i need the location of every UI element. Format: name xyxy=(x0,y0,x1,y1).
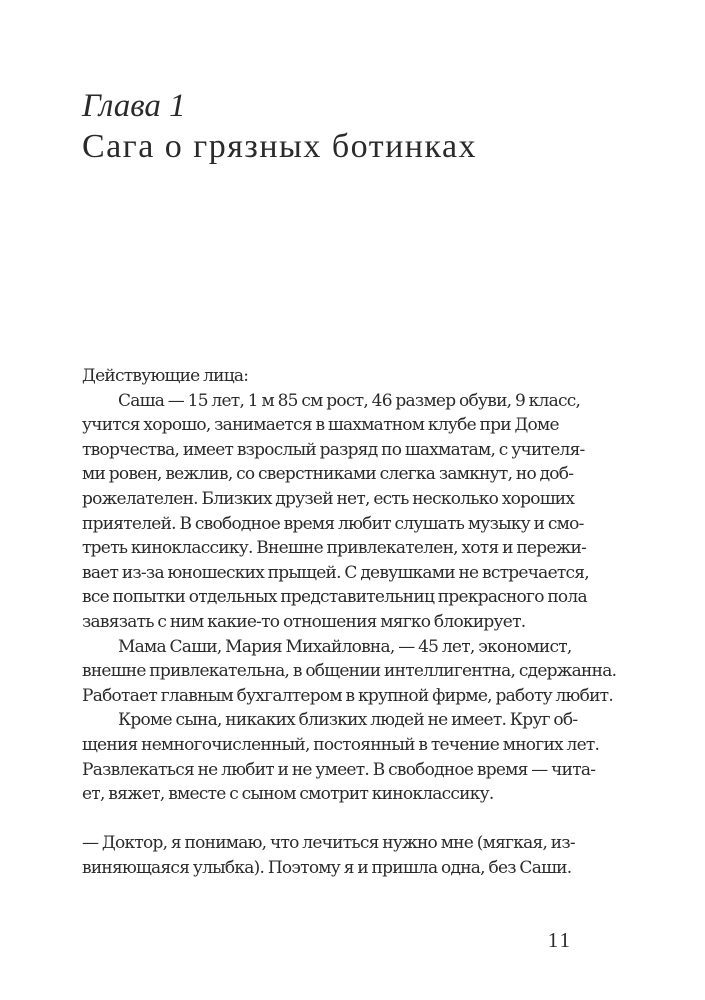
text-line: приятелей. В свободное время любит слушать музыку и смо- xyxy=(82,513,584,534)
text-line: Саша — 15 лет, 1 м 85 см рост, 46 размер обуви, 9 класс, xyxy=(118,390,581,411)
text-line: Мама Саши, Мария Михайловна, — 45 лет, экономист, xyxy=(118,636,572,657)
page-number: 11 xyxy=(547,928,572,952)
text-line: Развлекаться не любит и не умеет. В свободное время — чита- xyxy=(82,759,596,780)
text-line: рожелателен. Близких друзей нет, есть несколько хороших xyxy=(82,488,575,509)
chapter-label: Глава 1 xyxy=(82,88,186,124)
text-line: — Доктор, я понимаю, что лечиться нужно мне (мягкая, из- xyxy=(82,833,575,854)
text-line: учится хорошо, занимается в шахматном клубе при Доме xyxy=(82,415,559,436)
paragraph-gap xyxy=(82,807,592,832)
text-line: творчества, имеет взрослый разряд по шахматам, с учителя- xyxy=(82,439,585,460)
text-line: Работает главным бухгалтером в крупной фирме, работу любит. xyxy=(82,685,613,706)
text-line: Действующие лица: xyxy=(82,366,249,386)
text-line: ми ровен, вежлив, со сверстниками слегка замкнут, но доб- xyxy=(82,464,574,485)
text-line: вает из-за юношеских прыщей. С девушками не встречается, xyxy=(82,562,589,583)
text-line: ет, вяжет, вместе с сыном смотрит киноклассику. xyxy=(82,784,494,805)
chapter-title: Сага о грязных ботинках xyxy=(82,128,478,165)
text-line: завязать с ним какие-то отношения мягко блокирует. xyxy=(82,611,526,632)
text-line: виняющаяся улыбка). Поэтому я и пришла одна, без Саши. xyxy=(82,857,572,878)
text-line: все попытки отдельных представительниц прекрасного пола xyxy=(82,587,587,608)
text-line: щения немногочисленный, постоянный в течение многих лет. xyxy=(82,734,600,755)
text-line: Кроме сына, никаких близких людей не имеет. Круг об- xyxy=(118,710,578,731)
text-line: внешне привлекательна, в общении интеллигентна, сдержанна. xyxy=(82,661,617,682)
body-text xyxy=(82,364,617,880)
text-line: треть киноклассику. Внешне привлекателен, хотя и пережи- xyxy=(82,538,587,559)
